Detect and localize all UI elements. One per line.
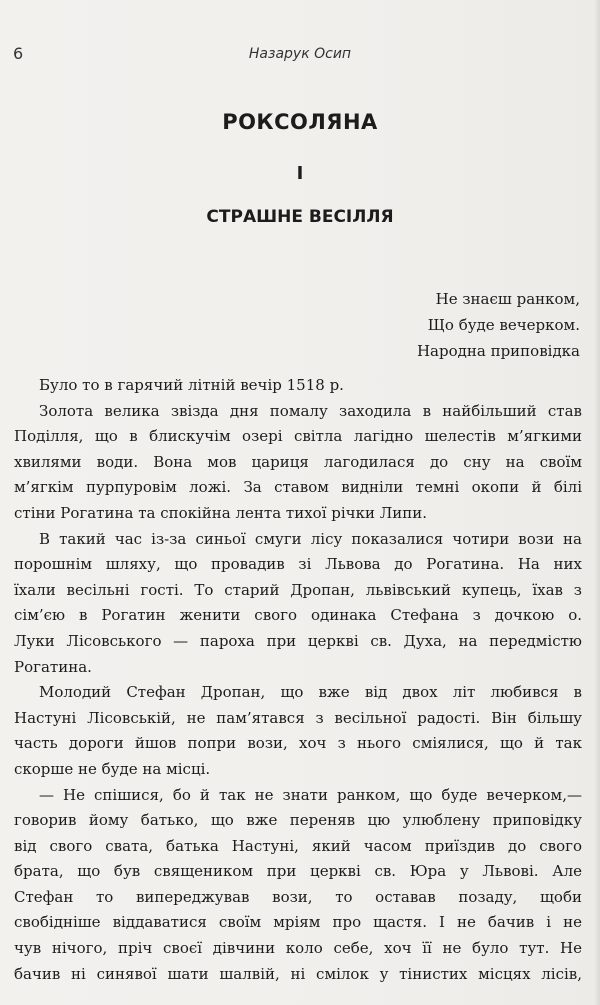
book-title: РОКСОЛЯНА (222, 110, 378, 134)
text-line: м’ягкім пурпуровім ложі. За ставом видніли темні окопи й білі (14, 478, 582, 497)
epigraph (280, 286, 580, 364)
epigraph-line: Що буде вечерком. (427, 316, 580, 334)
text-line: В такий час із-за синьої смуги лісу показалися чотири вози на (39, 529, 582, 548)
text-line: Стефан то випереджував вози, то оставав позаду, щоби (14, 887, 582, 906)
chapter-title: СТРАШНЕ ВЕСІЛЛЯ (206, 207, 394, 227)
text-line: Настуні Лісовській, не пам’ятався з весільної радості. Він більшу (14, 708, 582, 727)
text-line: брата, що був священиком при церкві св. Юра у Львові. Але (14, 862, 582, 881)
epigraph-line: Не знаєш ранком, (435, 290, 580, 308)
text-line: їхали весільні гості. То старий Дропан, львівський купець, їхав з (14, 580, 582, 599)
text-line: стіни Рогатина та спокійна лента тихої річки Липи. (14, 503, 428, 522)
text-line: сім’єю в Рогатин женити свого одинака Стефана з дочкою о. (14, 606, 582, 625)
text-line: Було то в гарячий літній вечір 1518 р. (39, 376, 344, 394)
body-text (14, 373, 582, 987)
text-line: Луки Лісовського — пароха при церкві св. Духа, на передмістю (14, 631, 582, 650)
running-head: Назарук Осип (248, 46, 352, 62)
text-line: Поділля, що в блискучім озері світла лагідно шелестів м’ягкими (14, 427, 582, 446)
text-line: свобідніше віддаватися своїм мріям про щастя. І не бачив і не (14, 913, 582, 932)
page-number: 6 (13, 44, 24, 63)
text-line: чув нічого, пріч своєї дівчини коло себе, хоч її не було тут. Не (14, 939, 582, 958)
epigraph-attribution: Народна приповідка (416, 342, 580, 360)
text-line: Молодий Стефан Дропан, що вже від двох літ любився в (39, 683, 582, 702)
text-line: від свого свата, батька Настуні, який часом приїздив до свого (14, 836, 582, 855)
text-line: говорив йому батько, що вже переняв цю улюблену приповідку (14, 811, 582, 830)
text-line: бачив ні синявої шати шалвій, ні смілок у тінистих місцях лісів, (14, 964, 582, 983)
text-line: Рогатина. (14, 657, 92, 676)
text-line: — Не спішися, бо й так не знати ранком, що буде вечерком,— (39, 785, 582, 804)
text-line: скорше не буде на місці. (14, 759, 211, 778)
chapter-number: I (296, 163, 304, 184)
text-line: Золота велика звізда дня помалу заходила в найбільший став (39, 401, 582, 420)
text-line: хвилями води. Вона мов цариця лагодилася до сну на своїм (14, 452, 582, 471)
page-edge-shadow (594, 0, 600, 1005)
text-line: порошнім шляху, що провадив зі Львова до Рогатина. На них (14, 555, 582, 574)
text-line: часть дороги йшов попри вози, хоч з нього сміялися, що й так (14, 734, 582, 753)
